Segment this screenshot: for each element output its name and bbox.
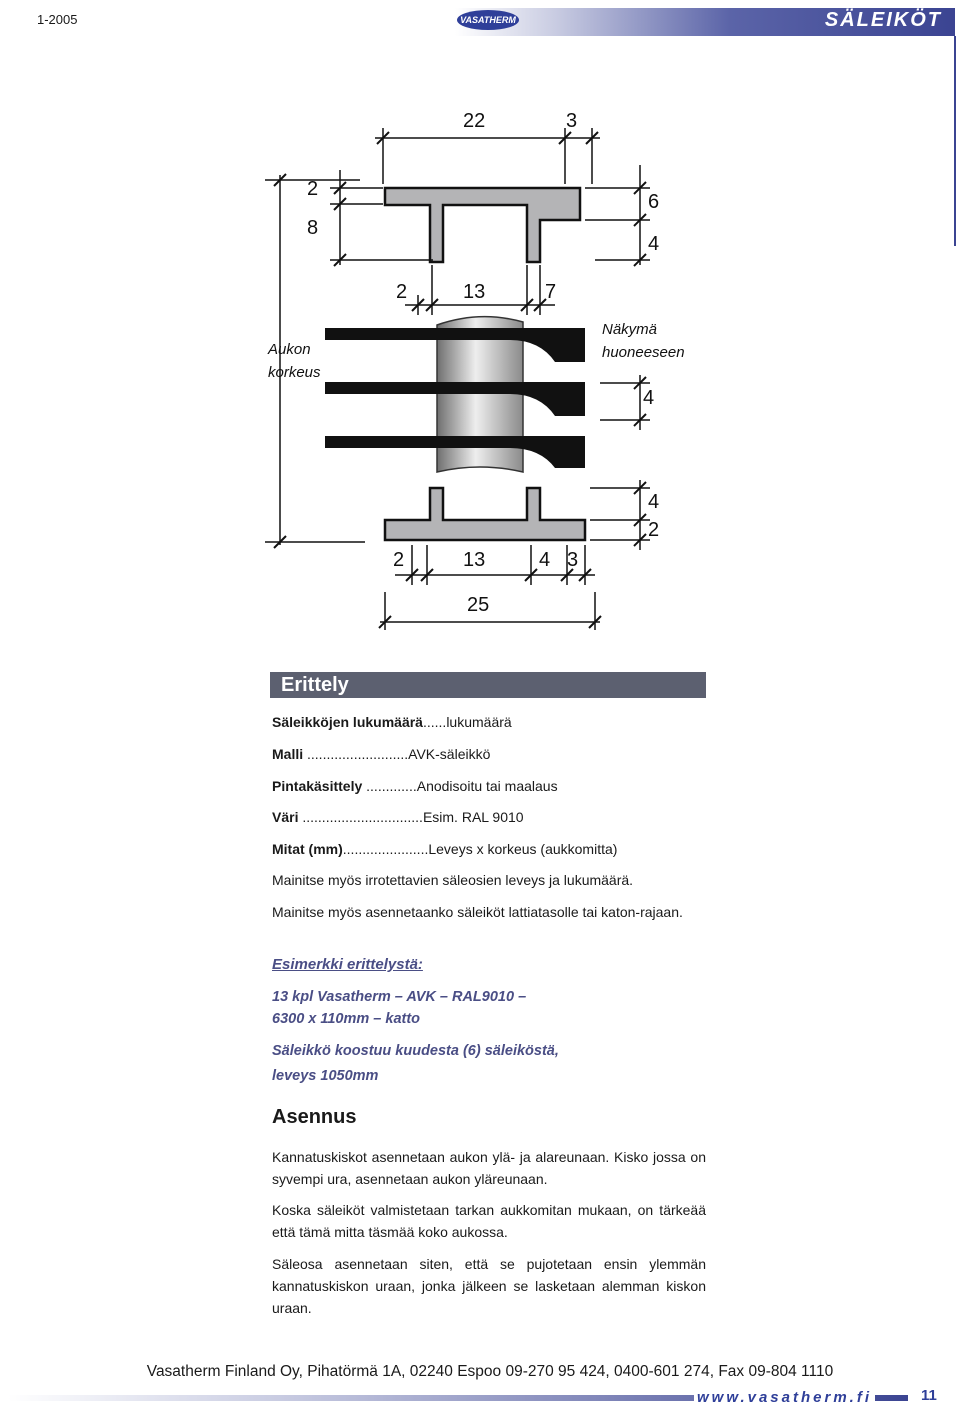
spec-key: Malli — [272, 746, 304, 762]
dim-13-lower: 13 — [463, 549, 486, 571]
spec-dots: .......................... — [303, 746, 409, 762]
install-paragraph: Säleosa asennetaan siten, että se pujotetaan ensin ylemmän kannatuskiskon uraan, jonka jälkeen se lasketaan alemman kiskon uraan. — [272, 1256, 706, 1316]
spec-key: Mitat (mm) — [272, 841, 343, 857]
dim-2-lower-right: 2 — [648, 519, 660, 541]
dim-4-right: 4 — [648, 233, 660, 255]
example-line: leveys 1050mm — [272, 1068, 379, 1084]
page-number: 11 — [921, 1387, 937, 1404]
spec-key: Pintakäsittely — [272, 778, 363, 794]
document-title: SÄLEIKÖT — [824, 9, 942, 31]
label-huoneeseen: huoneeseen — [602, 344, 685, 361]
dim-13-channel: 13 — [463, 281, 486, 303]
vasatherm-logo: VASATHERM — [457, 10, 519, 30]
spec-row — [272, 778, 558, 794]
spec-dots: ............................... — [298, 809, 423, 825]
profile-diagram — [255, 100, 705, 640]
dim-4-blade: 4 — [643, 387, 655, 409]
margin-rule — [954, 36, 956, 246]
company-address: Vasatherm Finland Oy, Pihatörmä 1A, 02240 Espoo 09-270 95 424, 0400-601 274, Fax 09-804 1110 — [146, 1363, 834, 1380]
spec-value: AVK-säleikkö — [408, 746, 491, 762]
section-title-erittely: Erittely — [270, 672, 706, 698]
spec-dots: ............. — [362, 778, 417, 794]
example-line: 6300 x 110mm – katto — [272, 1011, 421, 1027]
spec-value: Esim. RAL 9010 — [422, 809, 524, 825]
label-aukon: Aukon — [268, 341, 311, 358]
dim-4-lower-right: 4 — [648, 491, 660, 513]
label-korkeus: korkeus — [268, 364, 321, 381]
dim-25-total: 25 — [467, 594, 490, 616]
dim-4-lower: 4 — [539, 549, 551, 571]
spec-value: lukumäärä — [446, 714, 512, 730]
dim-3-lower: 3 — [567, 549, 579, 571]
example-heading: Esimerkki erittelystä: — [272, 956, 423, 973]
spec-row — [272, 841, 617, 857]
upper-rail-profile — [385, 188, 580, 262]
dim-2-channel: 2 — [396, 281, 408, 303]
header-date: 1-2005 — [37, 12, 78, 27]
spec-value: Leveys x korkeus (aukkomitta) — [428, 841, 618, 857]
dim-7-channel: 7 — [545, 281, 557, 303]
dim-2-left: 2 — [307, 178, 319, 200]
website-link[interactable]: www.vasatherm.fi — [694, 1389, 875, 1406]
spec-row — [272, 809, 524, 825]
note-paragraph: Mainitse myös irrotettavien säleosien leveys ja lukumäärä. — [272, 872, 634, 888]
spec-key: Säleikköjen lukumäärä — [272, 714, 423, 730]
spec-row — [272, 746, 490, 762]
dim-2-lower: 2 — [393, 549, 405, 571]
spec-key: Väri — [272, 809, 299, 825]
install-paragraph: Koska säleiköt valmistetaan tarkan aukkomitan mukaan, on tärkeää että tämä mitta täsmää koko aukossa. — [272, 1202, 706, 1240]
spec-row — [272, 714, 512, 730]
dim-3-top: 3 — [566, 110, 578, 132]
label-nakyma: Näkymä — [602, 321, 658, 338]
spec-dots: ...... — [422, 714, 447, 730]
note-paragraph: Mainitse myös asennetaanko säleiköt lattiatasolle tai katon-rajaan. — [272, 904, 683, 920]
section-title-asennus: Asennus — [272, 1106, 357, 1128]
lower-rail-profile — [385, 488, 585, 540]
dim-8-left: 8 — [307, 217, 319, 239]
install-paragraph: Kannatuskiskot asennetaan aukon ylä- ja alareunaan. Kisko jossa on syvempi ura, asennetaan aukon yläreunaan. — [272, 1149, 706, 1187]
spec-value: Anodisoitu tai maalaus — [416, 778, 558, 794]
example-line: Säleikkö koostuu kuudesta (6) säleiköstä, — [272, 1043, 559, 1059]
spec-dots: ...................... — [342, 841, 429, 857]
dim-22: 22 — [463, 110, 486, 132]
dim-6-right: 6 — [648, 191, 660, 213]
example-line: 13 kpl Vasatherm – AVK – RAL9010 – — [272, 989, 527, 1005]
